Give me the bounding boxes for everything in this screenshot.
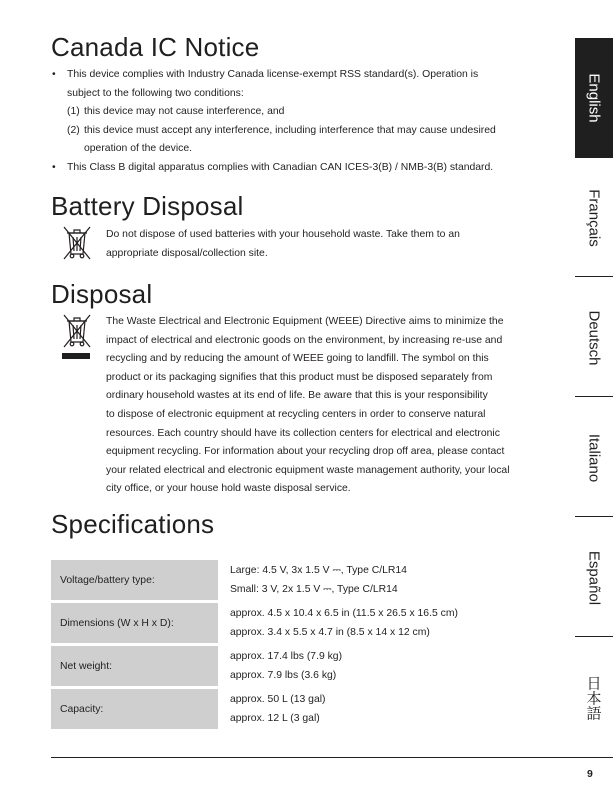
spec-value-line: approx. 4.5 x 10.4 x 6.5 in (11.5 x 26.5 x 16.5 cm) [230, 608, 458, 619]
crossed-out-wheelie-bin-icon [61, 224, 93, 265]
spec-value [222, 646, 561, 686]
tab-label: English [585, 73, 603, 123]
table-row [51, 603, 561, 643]
tab-espanol[interactable] [575, 518, 613, 638]
disposal-line: to dispose of electronic equipment at recycling centers in order to conserve natural [106, 408, 486, 420]
tab-divider [575, 396, 613, 397]
condition-text: this device may not cause interference, and [84, 106, 285, 118]
tab-francais[interactable] [575, 158, 613, 278]
tab-divider [575, 516, 613, 517]
condition-number: (1) [67, 106, 80, 118]
bullet-dot: • [52, 161, 56, 173]
spec-label: Voltage/battery type: [51, 560, 218, 600]
specifications-heading: Specifications [51, 509, 215, 539]
tab-label: Français [585, 189, 603, 247]
disposal-line: equipment recycling. For information about your recycling drop off area, please contact [106, 446, 505, 458]
specifications-table [51, 557, 561, 732]
tab-deutsch[interactable] [575, 278, 613, 398]
disposal-line: recycling and by reducing the amount of WEEE going to landfill. The symbol on this [106, 353, 489, 365]
disposal-line: product or its packaging signifies that this product must be disposed separately from [106, 371, 493, 383]
bullet-dot: • [52, 69, 56, 80]
spec-value-line: Small: 3 V, 2x 1.5 V ⎓, Type C/LR14 [230, 584, 398, 595]
canada-bullet-1-line-1: This device complies with Industry Canada license-exempt RSS standard(s). Operation is [67, 69, 479, 80]
table-row [51, 646, 561, 686]
crossed-out-wheelie-bin-icon [61, 312, 93, 353]
spec-label: Dimensions (W x H x D): [51, 603, 218, 643]
spec-value-line: approx. 7.9 lbs (3.6 kg) [230, 670, 337, 681]
disposal-line: resources. Each country should have its collection centers for electrical and electronic [106, 427, 500, 439]
tab-divider [575, 636, 613, 637]
spec-value [222, 603, 561, 643]
page-number: 9 [587, 768, 593, 780]
spec-value-line: approx. 3.4 x 5.5 x 4.7 in (8.5 x 14 x 12 cm) [230, 627, 430, 638]
canada-condition-1 [51, 103, 556, 122]
canada-bullet-1-line-2: subject to the following two conditions: [67, 87, 244, 99]
footer-rule [51, 757, 613, 758]
spec-value-line: Large: 4.5 V, 3x 1.5 V ⎓, Type C/LR14 [230, 565, 407, 576]
canada-notice-list [51, 66, 556, 178]
canada-bullet-2-text: This Class B digital apparatus complies with Canadian CAN ICES-3(B) / NMB-3(B) standard. [67, 161, 494, 173]
tab-divider [575, 276, 613, 277]
canada-bullet-2 [51, 159, 556, 178]
weee-bar-icon [62, 353, 90, 359]
spec-label: Net weight: [51, 646, 218, 686]
tab-italiano[interactable] [575, 398, 613, 518]
spec-value-line: approx. 12 L (3 gal) [230, 713, 320, 724]
battery-line: appropriate disposal/collection site. [106, 247, 268, 259]
tab-label: Italiano [585, 433, 603, 483]
condition-number: (2) [67, 124, 80, 136]
tab-label: Deutsch [585, 310, 603, 366]
battery-disposal-text [106, 226, 561, 263]
canada-condition-2 [51, 122, 556, 159]
condition-text-line-2: operation of the device. [84, 143, 193, 155]
tab-label: 日本語 [584, 675, 603, 721]
battery-line: Do not dispose of used batteries with your household waste. Take them to an [106, 229, 460, 240]
spec-value [222, 689, 561, 729]
canada-bullet-1 [51, 66, 556, 103]
tab-english[interactable] [575, 38, 613, 158]
spec-value [222, 560, 561, 600]
disposal-line: city office, or your house hold waste disposal service. [106, 483, 351, 495]
condition-text-line-1: this device must accept any interference, including interference that may cause undesired [84, 124, 496, 136]
disposal-text [106, 313, 561, 499]
spec-value-line: approx. 50 L (13 gal) [230, 694, 326, 705]
table-row [51, 689, 561, 729]
disposal-line: impact of electrical and electronic goods on the environment, by increasing re-use and [106, 334, 503, 346]
tab-japanese[interactable] [575, 638, 613, 758]
disposal-line: The Waste Electrical and Electronic Equipment (WEEE) Directive aims to minimize the [106, 316, 504, 327]
disposal-heading: Disposal [51, 279, 153, 309]
spec-label: Capacity: [51, 689, 218, 729]
spec-value-line: approx. 17.4 lbs (7.9 kg) [230, 651, 343, 662]
disposal-line: ordinary household wastes at its end of life. Be aware that this is your responsibility [106, 390, 488, 402]
table-row [51, 560, 561, 600]
canada-ic-notice-heading: Canada IC Notice [51, 32, 260, 62]
disposal-line: your related electrical and electronic equipment waste management authority, your local [106, 464, 510, 476]
tab-label: Español [585, 550, 603, 606]
battery-disposal-heading: Battery Disposal [51, 191, 244, 221]
